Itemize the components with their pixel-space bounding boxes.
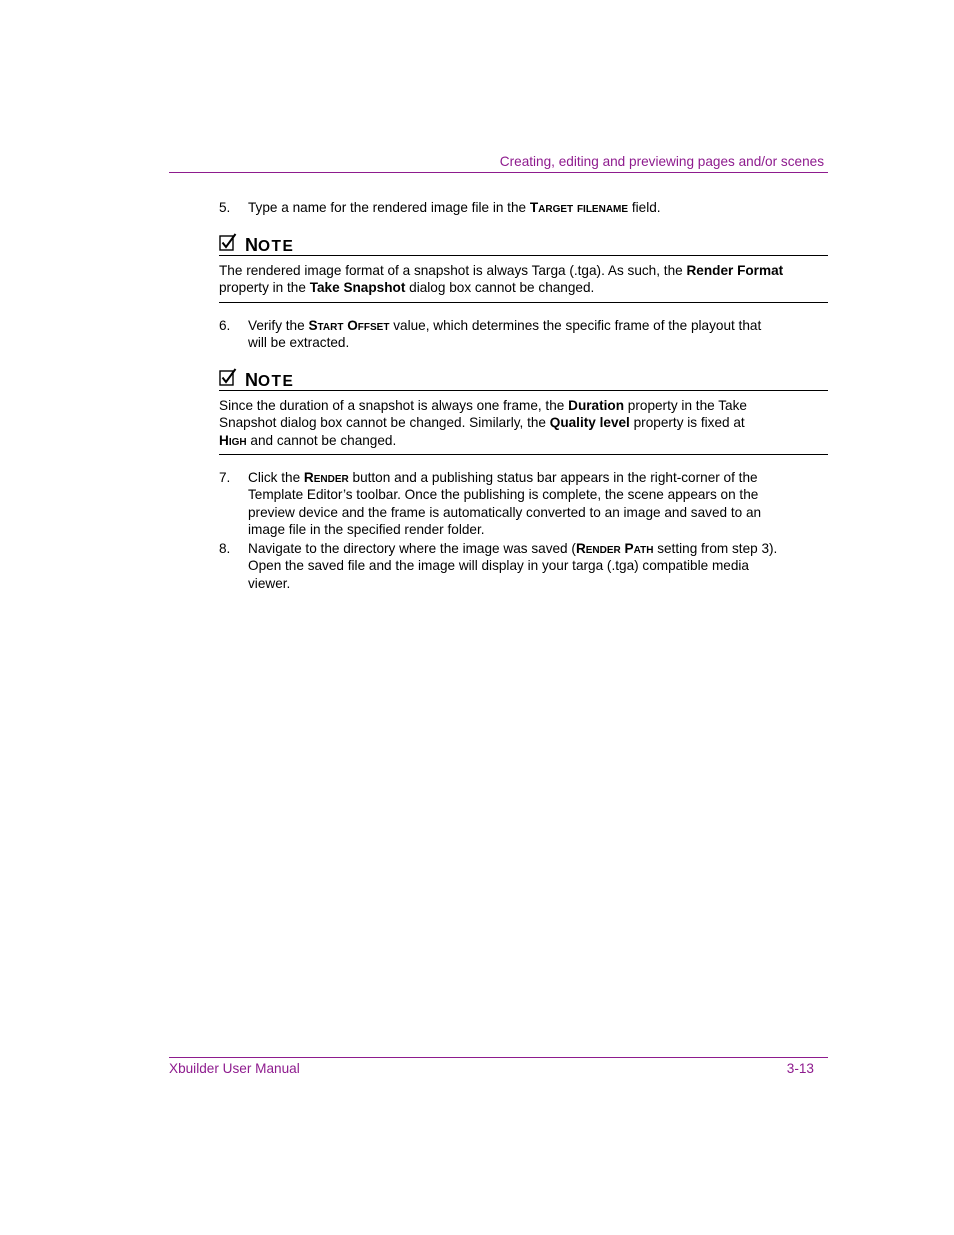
text-run: property in the Take Snapshot dialog box cannot be changed. Similarly, the [219, 398, 747, 431]
note-label-initial: N [245, 370, 258, 390]
step-7 [219, 469, 779, 538]
note-heading [219, 233, 828, 256]
ui-term: Quality level [549, 415, 630, 431]
note-text [219, 391, 828, 455]
text-run: property is fixed at [629, 415, 745, 431]
checkbox-check-icon [219, 368, 237, 386]
text-run: setting from step 3). Open the saved file and the image will display in your targa (.tga) compatible media viewer. [248, 541, 778, 591]
ui-term: Take Snapshot [309, 280, 406, 296]
note-label [245, 370, 294, 391]
footer-manual-title: Xbuilder User Manual [169, 1061, 300, 1076]
step-number: 5. [219, 200, 231, 215]
step-5 [219, 199, 779, 216]
text-run: Navigate to the directory where the image was saved ( [248, 541, 576, 556]
step-8 [219, 540, 779, 592]
text-run: property in the [219, 280, 310, 296]
step-text [248, 199, 779, 216]
text-run: dialog box cannot be changed. [405, 280, 595, 296]
note-label-rest: OTE [258, 373, 295, 390]
text-run: and cannot be changed. [246, 432, 397, 448]
ui-term: Render [303, 470, 349, 485]
text-run: field. [628, 200, 661, 215]
text-run: The rendered image format of a snapshot is always Targa (.tga). As such, the [219, 263, 687, 278]
note-label-rest: OTE [258, 238, 295, 255]
ui-term: Render Path [575, 541, 654, 556]
checkbox-check-icon [219, 233, 237, 251]
ui-term: Duration [568, 398, 625, 413]
text-run: value, which determines the specific frame of the playout that will be extracted. [248, 318, 762, 351]
step-6 [219, 317, 779, 352]
note-label-initial: N [245, 235, 258, 255]
note-label [245, 235, 294, 256]
header-title: Creating, editing and previewing pages and/or scenes [499, 154, 824, 169]
step-text [248, 540, 779, 592]
ui-term: High [219, 432, 247, 448]
text-run: button and a publishing status bar appears in the right-corner of the Template Editor’s toolbar. Once the publishing is complete, the scene appears on the preview device and the frame is automatically converted to an image and saved to an image file in the specified render folder. [248, 470, 762, 537]
note-2 [219, 368, 828, 455]
page-header [169, 152, 828, 173]
step-number: 6. [219, 318, 231, 333]
note-1 [219, 233, 828, 303]
ui-term: Render Format [686, 263, 784, 278]
step-text [248, 317, 779, 352]
text-run: Type a name for the rendered image file in the [248, 200, 530, 215]
page-number: 3-13 [786, 1061, 814, 1076]
note-heading [219, 368, 828, 391]
text-run: Click the [248, 470, 304, 485]
step-number: 7. [219, 470, 231, 485]
step-text [248, 469, 779, 538]
text-run: Verify the [248, 318, 309, 333]
step-number: 8. [219, 541, 231, 556]
ui-term: Start Offset [308, 318, 390, 333]
text-run: Since the duration of a snapshot is always one frame, the [219, 398, 569, 413]
ui-term: Target filename [529, 200, 629, 215]
page-footer [169, 1057, 828, 1076]
note-text [219, 256, 828, 303]
